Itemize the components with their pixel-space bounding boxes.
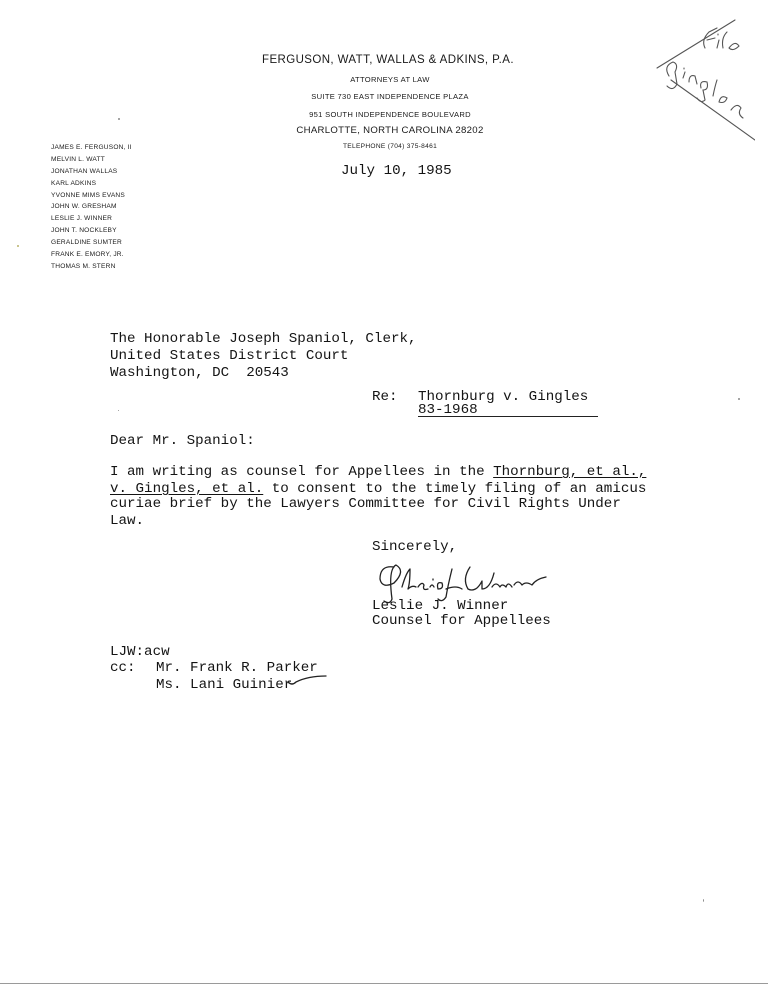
scan-speck <box>118 118 120 120</box>
cc-recipient-2: Ms. Lani Guinier <box>156 677 293 693</box>
signer-title: Counsel for Appellees <box>372 613 551 629</box>
case-name-underlined: v. Gingles, et al. <box>110 481 264 497</box>
cc-label: cc: <box>110 660 136 676</box>
partner-name: JOHN T. NOCKLEBY <box>51 227 117 235</box>
partner-name: LESLIE J. WINNER <box>51 215 113 223</box>
partner-name: THOMAS M. STERN <box>51 262 116 270</box>
firm-name: FERGUSON, WATT, WALLAS & ADKINS, P.A. <box>262 54 514 66</box>
partner-name: JOHN W. GRESHAM <box>51 203 117 211</box>
signer-name: Leslie J. Winner <box>372 598 509 614</box>
body-text: to consent to the timely filing of an amicus <box>263 481 647 497</box>
scan-speck <box>118 410 119 411</box>
cc-recipient-1: Mr. Frank R. Parker <box>156 660 318 676</box>
re-label: Re: <box>372 389 398 405</box>
firm-subtitle: ATTORNEYS AT LAW <box>350 75 430 84</box>
body-line-1 <box>110 464 646 481</box>
partner-name: JONATHAN WALLAS <box>51 167 118 175</box>
check-mark-icon <box>286 674 328 688</box>
scan-speck <box>17 245 19 247</box>
partner-name: YVONNE MIMS EVANS <box>51 191 125 199</box>
partner-name: MELVIN L. WATT <box>51 155 105 163</box>
page-edge-line <box>0 983 768 984</box>
partner-name: KARL ADKINS <box>51 179 97 187</box>
typist-initials: LJW:acw <box>110 644 170 660</box>
re-underline <box>418 416 598 417</box>
handwritten-file-note <box>655 18 755 148</box>
scan-speck <box>738 398 740 400</box>
re-case: Thornburg v. Gingles <box>418 389 589 405</box>
partner-name: GERALDINE SUMTER <box>51 239 122 247</box>
firm-city: CHARLOTTE, NORTH CAROLINA 28202 <box>296 125 484 136</box>
body-text: I am writing as counsel for Appellees in the <box>110 464 494 480</box>
closing: Sincerely, <box>372 539 458 555</box>
firm-street: 951 SOUTH INDEPENDENCE BOULEVARD <box>309 110 471 119</box>
letter-date: July 10, 1985 <box>341 163 452 179</box>
recipient-line-1: The Honorable Joseph Spaniol, Clerk, <box>110 331 417 347</box>
re-number: 83-1968 <box>418 402 478 418</box>
partner-name: FRANK E. EMORY, JR. <box>51 251 124 259</box>
recipient-line-2: United States District Court <box>110 348 349 364</box>
firm-telephone: TELEPHONE (704) 375-8461 <box>342 143 438 150</box>
salutation: Dear Mr. Spaniol: <box>110 433 255 449</box>
body-line-4: Law. <box>110 513 145 529</box>
partner-list <box>51 142 132 273</box>
scan-speck <box>703 899 704 902</box>
firm-suite: SUITE 730 EAST INDEPENDENCE PLAZA <box>311 92 469 101</box>
body-line-3: curiae brief by the Lawyers Committee for Civil Rights Under <box>110 496 621 512</box>
partner-name: JAMES E. FERGUSON, II <box>51 144 132 151</box>
case-name-underlined: Thornburg, et al., <box>493 464 647 480</box>
recipient-line-3: Washington, DC 20543 <box>110 365 289 381</box>
